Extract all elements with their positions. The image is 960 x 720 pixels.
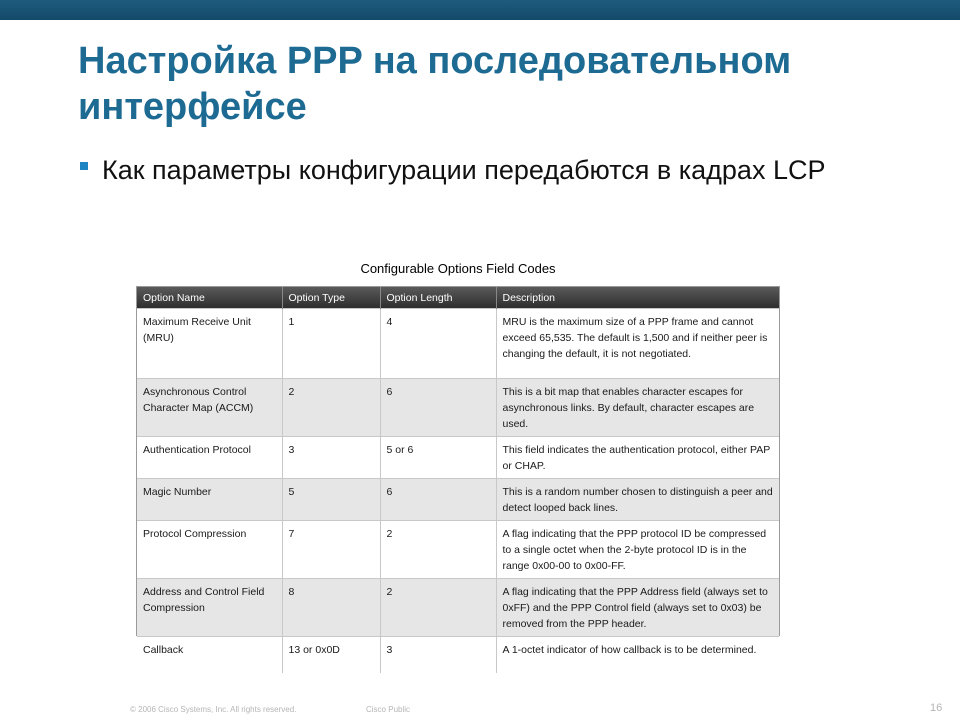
description-cell: A 1-octet indicator of how callback is to be determined. bbox=[496, 637, 779, 673]
options-table-frame bbox=[136, 286, 780, 656]
option-type-cell: 2 bbox=[282, 379, 380, 437]
option-name-cell: Magic Number bbox=[137, 479, 282, 521]
table-row bbox=[137, 579, 779, 637]
option-type-cell: 1 bbox=[282, 309, 380, 379]
options-table bbox=[137, 287, 779, 673]
top-bar bbox=[0, 0, 960, 20]
option-name-cell: Address and Control Field Compression bbox=[137, 579, 282, 637]
footer-classification: Cisco Public bbox=[366, 705, 411, 714]
page-number: 16 bbox=[930, 702, 943, 714]
column-header-description: Description bbox=[496, 287, 779, 309]
option-name-cell: Protocol Compression bbox=[137, 521, 282, 579]
option-type-cell: 3 bbox=[282, 437, 380, 479]
option-length-cell: 6 bbox=[380, 479, 496, 521]
description-cell: This is a random number chosen to distinguish a peer and detect looped back lines. bbox=[496, 479, 779, 521]
option-name-cell: Callback bbox=[137, 637, 282, 673]
table-row bbox=[137, 379, 779, 437]
bullet-text: Как параметры конфигурации передабются в кадрах LCP bbox=[102, 155, 826, 185]
option-length-cell: 3 bbox=[380, 637, 496, 673]
description-cell: A flag indicating that the PPP protocol ID be compressed to a single octet when the 2-byte protocol ID is in the range 0x00-00 to 0x00-FF. bbox=[496, 521, 779, 579]
table-row bbox=[137, 309, 779, 379]
table-caption: Configurable Options Field Codes bbox=[360, 261, 556, 276]
column-header-option-length: Option Length bbox=[380, 287, 496, 309]
description-cell: This field indicates the authentication protocol, either PAP or CHAP. bbox=[496, 437, 779, 479]
option-length-cell: 5 or 6 bbox=[380, 437, 496, 479]
option-type-cell: 7 bbox=[282, 521, 380, 579]
option-length-cell: 4 bbox=[380, 309, 496, 379]
option-type-cell: 8 bbox=[282, 579, 380, 637]
square-bullet-icon bbox=[80, 162, 88, 170]
column-header-option-name: Option Name bbox=[137, 287, 282, 309]
table-row bbox=[137, 521, 779, 579]
bullet-item bbox=[80, 153, 920, 187]
description-cell: A flag indicating that the PPP Address field (always set to 0xFF) and the PPP Control field (always set to 0x03) be removed from the PPP header. bbox=[496, 579, 779, 637]
table-row bbox=[137, 437, 779, 479]
description-cell: MRU is the maximum size of a PPP frame and cannot exceed 65,535. The default is 1,500 and if neither peer is changing the default, it is not negotiated. bbox=[496, 309, 779, 379]
option-name-cell: Asynchronous Control Character Map (ACCM) bbox=[137, 379, 282, 437]
option-name-cell: Maximum Receive Unit (MRU) bbox=[137, 309, 282, 379]
table-row bbox=[137, 479, 779, 521]
slide-title: Настройка PPP на последовательном интерфейсе bbox=[78, 40, 792, 128]
description-cell: This is a bit map that enables character escapes for asynchronous links. By default, character escapes are used. bbox=[496, 379, 779, 437]
footer-copyright: © 2006 Cisco Systems, Inc. All rights reserved. bbox=[130, 705, 297, 714]
table-row bbox=[137, 637, 779, 673]
option-type-cell: 13 or 0x0D bbox=[282, 637, 380, 673]
column-header-option-type: Option Type bbox=[282, 287, 380, 309]
option-length-cell: 2 bbox=[380, 521, 496, 579]
option-length-cell: 6 bbox=[380, 379, 496, 437]
option-type-cell: 5 bbox=[282, 479, 380, 521]
option-length-cell: 2 bbox=[380, 579, 496, 637]
option-name-cell: Authentication Protocol bbox=[137, 437, 282, 479]
table-header-row bbox=[137, 287, 779, 309]
